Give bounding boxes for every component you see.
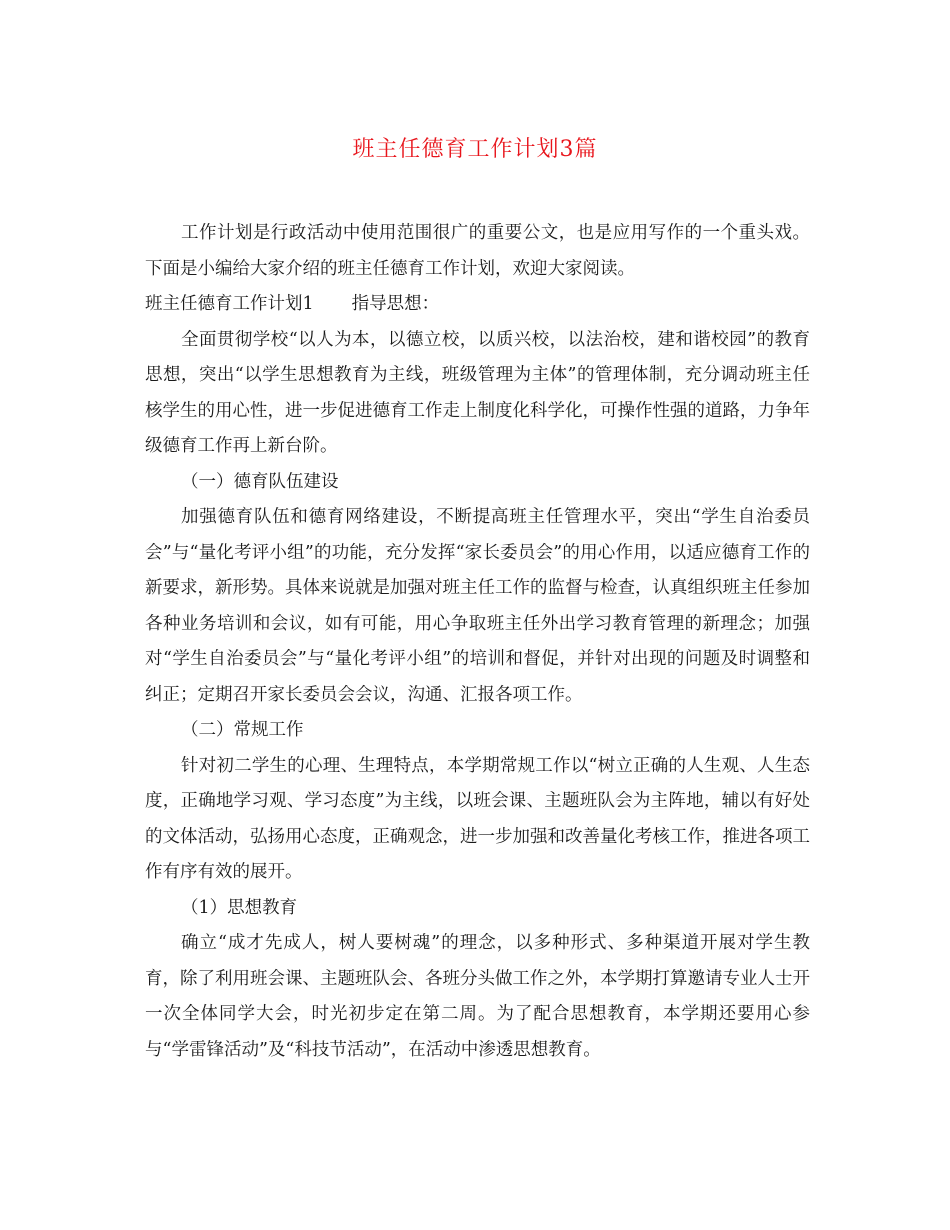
plan-heading-line (145, 287, 810, 323)
subsection1-paragraph: 确立“成才先成人，树人要树魂”的理念，以多种形式、多种渠道开展对学生教育，除了利用班会课、主题班队会、各班分头做工作之外，本学期打算邀请专业人士开一次全体同学大会，时光初步定在第二周。为了配合思想教育，本学期还要用心参与“学雷锋活动”及“科技节活动”，在活动中渗透思想教育。 (145, 933, 810, 1060)
document-title: 班主任德育工作计划3篇 (352, 137, 598, 162)
intro-paragraph: 工作计划是行政活动中使用范围很广的重要公文，也是应用写作的一个重头戏。下面是小编给大家介绍的班主任德育工作计划，欢迎大家阅读。 (145, 223, 810, 279)
document-body (145, 216, 810, 1068)
guide-label: 指导思想： (351, 294, 440, 314)
subsection1-heading: （1）思想教育 (181, 897, 298, 918)
plan1-label: 班主任德育工作计划1 (145, 294, 314, 314)
section1-paragraph: 加强德育队伍和德育网络建设，不断提高班主任管理水平，突出“学生自治委员会”与“量化考评小组”的功能，充分发挥“家长委员会”的用心作用，以适应德育工作的新要求，新形势。具体来说就是加强对班主任工作的监督与检查，认真组织班主任参加各种业务培训和会议，如有可能，用心争取班主任外出学习教育管理的新理念；加强对“学生自治委员会”与“量化考评小组”的培训和督促，并针对出现的问题及时调整和纠正；定期召开家长委员会会议，沟通、汇报各项工作。 (145, 507, 810, 705)
section2-paragraph: 针对初二学生的心理、生理特点，本学期常规工作以“树立正确的人生观、人生态度，正确地学习观、学习态度”为主线，以班会课、主题班队会为主阵地，辅以有好处的文体活动，弘扬用心态度，正确观念，进一步加强和改善量化考核工作，推进各项工作有序有效的展开。 (145, 755, 810, 882)
section2-heading: （二）常规工作 (181, 720, 304, 740)
guide-paragraph: 全面贯彻学校“以人为本，以德立校，以质兴校，以法治校，建和谐校园”的教育思想，突出“以学生思想教育为主线，班级管理为主体”的管理体制，充分调动班主任核学生的用心性，进一步促进德育工作走上制度化科学化，可操作性强的道路，力争年级德育工作再上新台阶。 (145, 329, 810, 456)
section1-heading: （一）德育队伍建设 (181, 471, 339, 492)
